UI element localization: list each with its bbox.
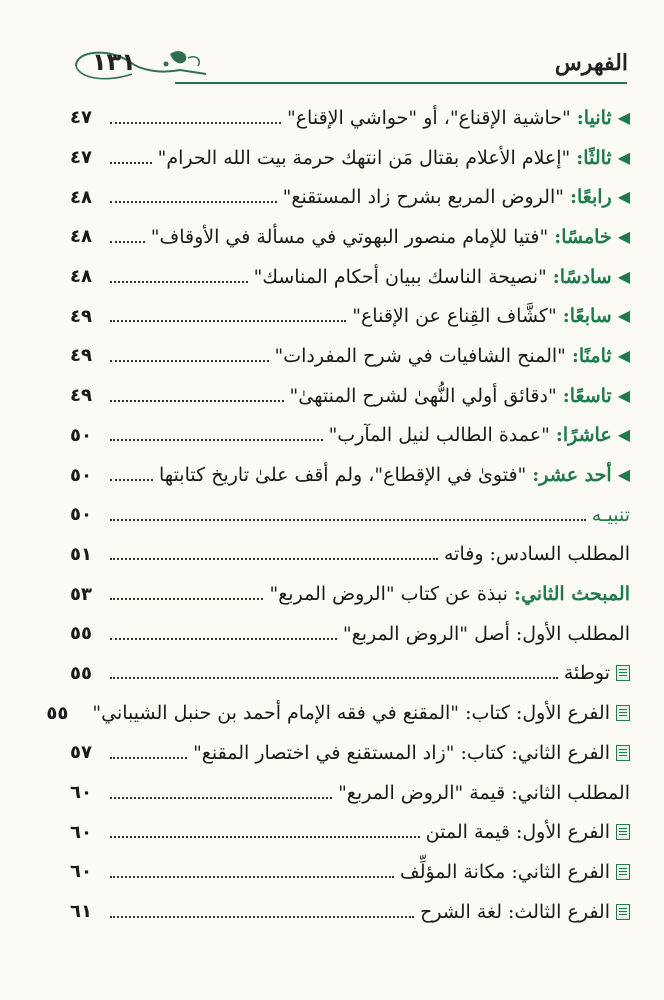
toc-page-number: ٥٥ (70, 623, 92, 645)
toc-entry (70, 296, 630, 336)
book-icon (616, 705, 630, 721)
toc-entry-prefix: الفرع الأول: (515, 702, 610, 725)
toc-entry-text: وفاته (443, 543, 484, 566)
toc-entry-prefix: سابعًا: (562, 305, 612, 328)
toc-entry-title (92, 700, 630, 726)
toc-entry-title (287, 105, 630, 131)
toc-entry (70, 416, 630, 456)
toc-entry-text: "كشَّاف القِناع عن الإقناع" (352, 305, 557, 328)
toc-entry (70, 812, 630, 852)
toc-page-number: ٥٥ (46, 702, 69, 724)
toc-entry-title (193, 740, 630, 766)
toc-entry-prefix: المطلب السادس: (489, 543, 630, 566)
toc-entry-title (426, 819, 630, 845)
toc-entry-prefix: رابعًا: (569, 186, 612, 209)
toc-entry-text: كتاب: "المقنع في فقه الإمام أحمد بن حنبل الشيباني" (92, 702, 510, 725)
triangle-bullet-icon: ◀ (617, 147, 630, 167)
toc-entry-title (283, 184, 630, 210)
toc-entry (70, 574, 630, 614)
page-number: ١٣١ (92, 48, 136, 76)
dot-leader (110, 162, 152, 164)
toc-entry-prefix: ثامنًا: (571, 344, 612, 367)
toc-entry (46, 693, 630, 733)
toc-entry-text: "المنح الشافيات في شرح المفردات" (274, 344, 566, 367)
dot-leader (110, 439, 323, 441)
page-header (70, 40, 630, 88)
toc-entry (70, 892, 630, 932)
toc-entry-prefix: الفرع الأول: (515, 821, 610, 844)
toc-page-number: ٤٨ (70, 226, 92, 248)
toc-entry-title (564, 660, 630, 686)
triangle-bullet-icon: ◀ (617, 425, 630, 445)
dot-leader (110, 281, 248, 283)
toc-page-number: ٥١ (70, 543, 92, 565)
toc-entry-title (338, 780, 630, 806)
toc-page-number: ٤٧ (70, 107, 92, 129)
toc-entry (70, 455, 630, 495)
toc-entry-prefix: الفرع الثالث: (508, 900, 610, 923)
toc-entry-title (329, 422, 630, 448)
toc-entry-title (400, 859, 630, 885)
header-rule (175, 82, 627, 84)
toc-entry-text: "فتوىٰ في الإقطاع"، ولم أقف علىٰ تاريخ كتابتها (159, 464, 527, 487)
dot-leader (110, 479, 153, 481)
dot-leader (110, 876, 394, 878)
dot-leader (110, 400, 284, 402)
toc-page-number: ٥٠ (70, 504, 92, 526)
ornament-flourish-icon (70, 40, 210, 88)
toc-entry-prefix: الفرع الثاني: (511, 741, 610, 764)
book-icon (616, 904, 630, 920)
triangle-bullet-icon: ◀ (617, 266, 630, 286)
toc-entry-text: "الروض المربع بشرح زاد المستقنع" (282, 186, 564, 209)
toc-entry (70, 138, 630, 178)
toc-entry-text: "عمدة الطالب لنيل المآرب" (328, 424, 550, 447)
toc-page-number: ٤٨ (70, 266, 92, 288)
toc-entry (70, 733, 630, 773)
triangle-bullet-icon: ◀ (617, 345, 630, 365)
triangle-bullet-icon: ◀ (617, 187, 630, 207)
toc-entry-title (254, 264, 630, 290)
toc-page-number: ٤٧ (70, 147, 92, 169)
toc-entry-text: لغة الشرح (420, 900, 503, 923)
dot-leader (110, 757, 187, 759)
toc-entry (70, 336, 630, 376)
toc-entry-prefix: الفرع الثاني: (511, 860, 610, 883)
dot-leader (110, 916, 414, 918)
toc-entry-prefix: عاشرًا: (555, 424, 612, 447)
book-icon (616, 665, 630, 681)
toc-page-number: ٥٥ (70, 662, 92, 684)
dot-leader (110, 201, 277, 203)
toc-entry (70, 376, 630, 416)
toc-entry-text: "فتيا للإمام منصور البهوتي في مسألة في الأوقاف" (150, 225, 549, 248)
toc-entry (70, 177, 630, 217)
toc-entry-title (275, 343, 630, 369)
toc-list (46, 98, 630, 931)
book-icon (616, 745, 630, 761)
triangle-bullet-icon: ◀ (617, 465, 630, 485)
book-icon (616, 824, 630, 840)
toc-entry-prefix: المطلب الأول: (515, 622, 630, 645)
toc-entry-text: نبذة عن كتاب "الروض المربع" (269, 583, 508, 606)
toc-page-number: ٤٨ (70, 186, 92, 208)
dot-leader (110, 360, 269, 362)
toc-entry-text: مكانة المؤلِّف (400, 860, 506, 883)
dot-leader (110, 519, 586, 521)
toc-entry-prefix: سادسًا: (552, 265, 612, 288)
toc-entry-text: "حاشية الإقناع"، أو "حواشي الإقناع" (286, 106, 571, 129)
toc-entry (70, 773, 630, 813)
toc-page-number: ٦٠ (70, 861, 92, 883)
triangle-bullet-icon: ◀ (617, 107, 630, 127)
triangle-bullet-icon: ◀ (617, 306, 630, 326)
toc-page-number: ٥٠ (70, 464, 92, 486)
book-icon (616, 864, 630, 880)
toc-entry-prefix: أحد عشر: (532, 464, 612, 487)
triangle-bullet-icon: ◀ (617, 385, 630, 405)
toc-entry-text: قيمة "الروض المربع" (338, 781, 506, 804)
toc-page-number: ٦١ (70, 901, 92, 923)
toc-entry-title (290, 383, 630, 409)
toc-entry (70, 852, 630, 892)
toc-entry-title (343, 621, 630, 647)
toc-page-number: ٥٧ (70, 742, 92, 764)
toc-entry (70, 257, 630, 297)
toc-entry (70, 217, 630, 257)
toc-entry-title (159, 462, 630, 488)
triangle-bullet-icon: ◀ (617, 226, 630, 246)
toc-entry-prefix: تنبيـه (591, 503, 630, 526)
toc-entry-text: "دقائق أولي النُّهىٰ لشرح المنتهىٰ" (289, 384, 557, 407)
toc-entry-prefix: ثانيا: (576, 106, 612, 129)
toc-entry (70, 535, 630, 575)
toc-entry (70, 614, 630, 654)
dot-leader (110, 598, 263, 600)
toc-entry-prefix: توطئة (563, 662, 610, 685)
toc-page-number: ٤٩ (70, 305, 92, 327)
toc-page-number: ٥٣ (70, 583, 92, 605)
dot-leader (110, 797, 332, 799)
dot-leader (110, 558, 438, 560)
dot-leader (110, 241, 145, 243)
toc-entry-title (352, 303, 630, 329)
toc-entry-title (420, 899, 630, 925)
toc-entry (70, 495, 630, 535)
toc-entry-prefix: المطلب الثاني: (511, 781, 630, 804)
toc-entry-text: قيمة المتن (425, 821, 510, 844)
toc-page-number: ٥٠ (70, 424, 92, 446)
page-title: الفهرس (554, 50, 628, 76)
toc-entry (70, 654, 630, 694)
toc-page-number: ٤٩ (70, 385, 92, 407)
toc-entry-prefix: المبحث الثاني: (513, 583, 630, 606)
dot-leader (110, 677, 558, 679)
dot-leader (110, 320, 346, 322)
toc-entry-text: أصل "الروض المربع" (342, 622, 510, 645)
dot-leader (110, 836, 420, 838)
toc-entry-title (444, 541, 630, 567)
toc-page-number: ٤٩ (70, 345, 92, 367)
toc-entry-text: كتاب: "زاد المستقنع في اختصار المقنع" (193, 741, 506, 764)
toc-entry-prefix: خامسًا: (554, 225, 612, 248)
dot-leader (110, 122, 281, 124)
toc-entry (70, 98, 630, 138)
toc-page-number: ٦٠ (70, 821, 92, 843)
toc-entry-text: "نصيحة الناسك ببيان أحكام المناسك" (253, 265, 547, 288)
toc-page-number: ٦٠ (70, 782, 92, 804)
toc-entry-title (592, 502, 630, 528)
toc-entry-title (269, 581, 630, 607)
toc-entry-prefix: ثالثًا: (576, 146, 612, 169)
toc-entry-prefix: تاسعًا: (562, 384, 612, 407)
toc-entry-title (151, 224, 630, 250)
toc-entry-title (158, 145, 630, 171)
toc-entry-text: "إعلام الأعلام بقتال مَن انتهك حرمة بيت الله الحرام" (157, 146, 571, 169)
dot-leader (110, 638, 337, 640)
